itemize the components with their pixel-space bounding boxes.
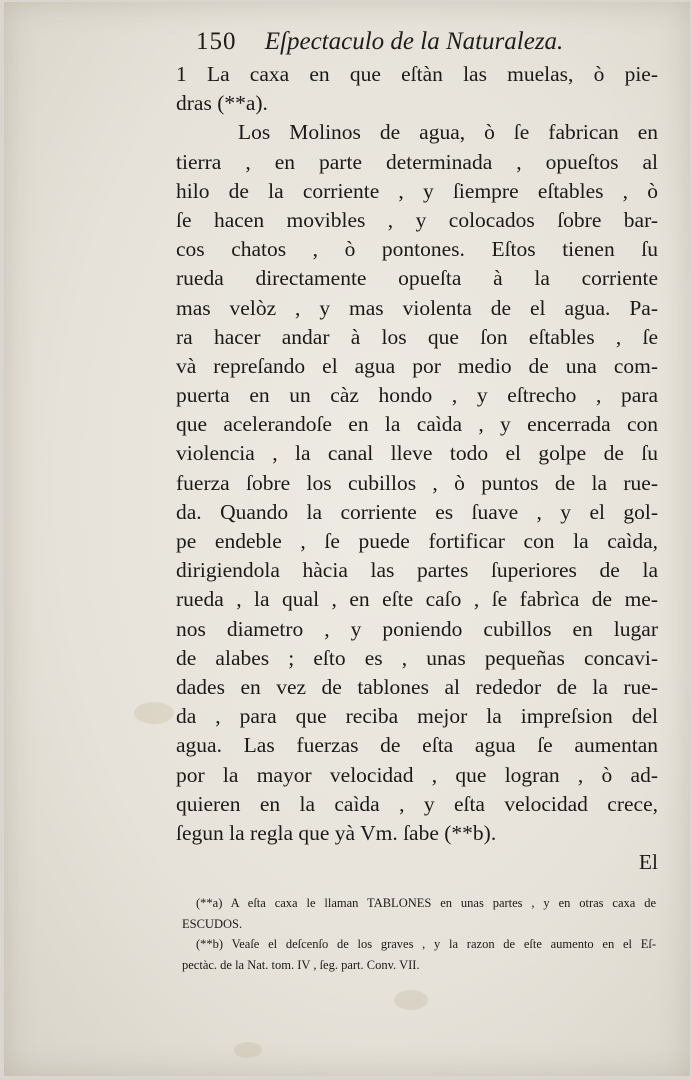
page-number: 150	[196, 28, 237, 55]
footnote-b: (**b) Veaſe el deſcenſo de los graves , y la razon de eſte aumento en el Eſ-	[196, 937, 656, 951]
paper-stain	[234, 1042, 262, 1058]
text-line: và repreſando el agua por medio de una com-	[176, 353, 658, 378]
text-line: pe endeble , ſe puede fortificar con la caìda,	[176, 529, 658, 553]
text-line: dirigiendola hàcia las partes ſuperiores de la	[176, 558, 658, 583]
text-line: cos chatos , ò pontones. Eſtos tienen ſu	[176, 237, 658, 262]
text-line: nos diametro , y poniendo cubillos en lugar	[176, 616, 658, 641]
paper-stain	[394, 990, 428, 1010]
text-line: dras (**a).	[176, 91, 268, 116]
paragraph-start-line: Los Molinos de agua, ò ſe fabrican en	[238, 120, 658, 145]
body-text	[176, 60, 658, 877]
text-line: dades en vez de tablones al rededor de la rue-	[176, 674, 658, 699]
footnotes	[182, 893, 656, 975]
text-line: de alabes ; eſto es , unas pequeñas concavi-	[176, 645, 658, 670]
footnote-a: (**a) A eſta caxa le llaman TABLONES en unas partes , y en otras caxa de	[196, 896, 656, 910]
page-header	[196, 28, 563, 56]
text-line: tierra , en parte determinada , opueſtos al	[176, 149, 658, 174]
text-line: fuerza ſobre los cubillos , ò puntos de la rue-	[176, 470, 658, 495]
text-line: da. Quando la corriente es ſuave , y el gol-	[176, 499, 658, 524]
text-line: que acelerandoſe en la caìda , y encerrada con	[176, 412, 658, 437]
text-line: ſe hacen movibles , y colocados ſobre bar-	[176, 207, 658, 232]
text-line: rueda directamente opueſta à la corriente	[176, 266, 658, 291]
catchword: El	[638, 850, 658, 875]
text-line: ſegun la regla que yà Vm. ſabe (**b).	[176, 820, 497, 845]
footnote-a-continuation: ESCUDOS.	[182, 916, 243, 931]
text-line: agua. Las fuerzas de eſta agua ſe aumentan	[176, 733, 658, 758]
text-line: da , para que reciba mejor la impreſsion del	[176, 704, 658, 729]
text-line: mas velòz , y mas violenta de el agua. Pa-	[176, 295, 658, 320]
running-title: Eſpectaculo de la Naturaleza.	[264, 28, 564, 55]
text-line: hilo de la corriente , y ſiempre eſtables , ò	[176, 178, 658, 203]
text-line: violencia , la canal lleve todo el golpe de ſu	[176, 441, 658, 466]
footnote-b-continuation: pectàc. de la Nat. tom. IV , ſeg. part. Conv. VII.	[182, 957, 420, 972]
paper-stain	[134, 702, 174, 724]
text-line: por la mayor velocidad , que logran , ò ad-	[176, 762, 658, 787]
text-line: rueda , la qual , en eſte caſo , ſe fabrìca de me-	[176, 587, 658, 612]
text-line: quieren en la caìda , y eſta velocidad crece,	[176, 791, 658, 816]
text-line: 1 La caxa en que eſtàn las muelas, ò pie-	[176, 62, 658, 86]
text-line: ra hacer andar à los que ſon eſtables , ſe	[176, 324, 658, 349]
text-line: puerta en un càz hondo , y eſtrecho , para	[176, 383, 658, 408]
